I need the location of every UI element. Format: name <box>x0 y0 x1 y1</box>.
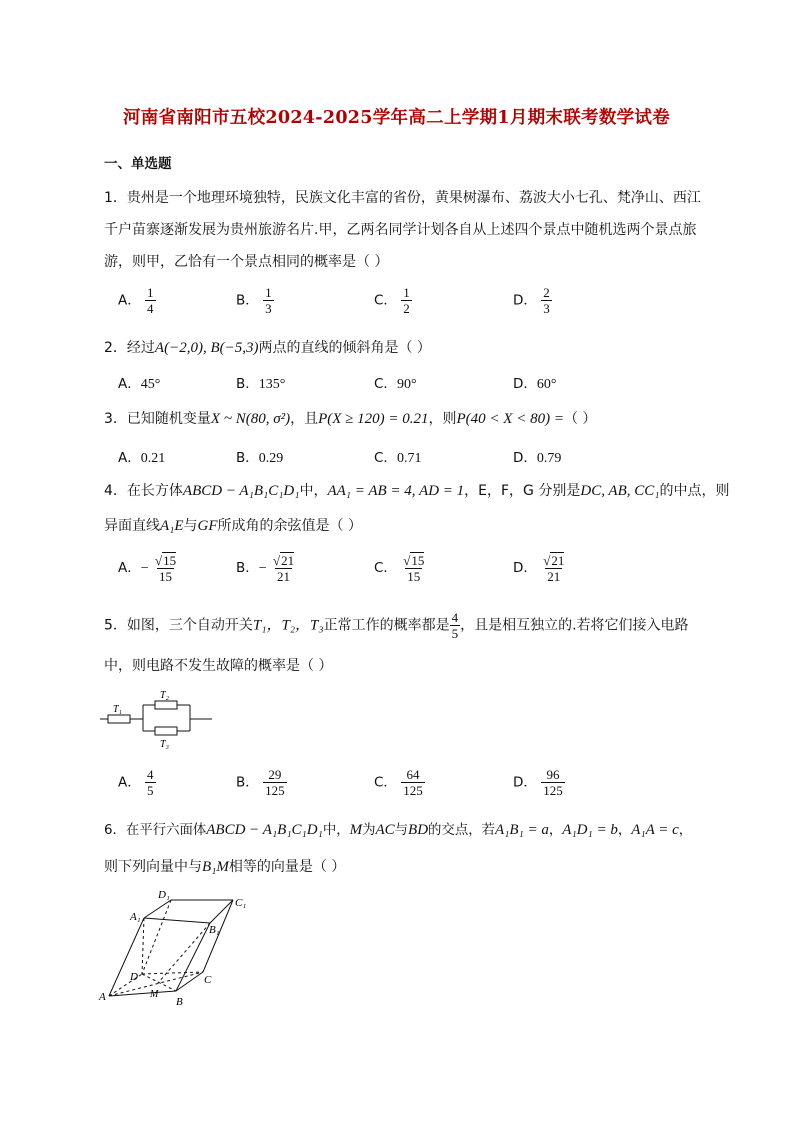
label-b: B <box>176 996 183 1008</box>
label-d1: D₁ <box>158 889 170 901</box>
denominator: 15 <box>407 569 421 584</box>
q3-option-d[interactable] <box>513 446 561 467</box>
q6-vector-c: A₁A = c <box>631 822 679 838</box>
denominator: 21 <box>277 569 291 584</box>
edge-c1-c <box>203 900 233 972</box>
q4-edges: DC, AB, CC₁ <box>580 483 660 499</box>
q2-stem <box>104 337 431 357</box>
q6-solid: ABCD − A₁B₁C₁D₁ <box>206 822 323 838</box>
fraction <box>145 285 156 316</box>
q6-sep: ， <box>548 823 563 838</box>
q5-option-d[interactable] <box>513 767 565 798</box>
numerator: 96 <box>546 767 560 782</box>
q2-option-a[interactable] <box>118 372 160 393</box>
edge-c1-b1 <box>210 900 233 923</box>
segment-a1-d <box>142 918 144 974</box>
q4-line-a: A₁E <box>160 518 184 534</box>
q6-ac: AC <box>375 822 395 838</box>
radicand: 15 <box>163 553 177 568</box>
switch-t2 <box>155 701 177 709</box>
q5-stem-line-2: 中，则电路不发生故障的概率是（ ） <box>104 658 333 674</box>
option-label: B． <box>236 450 259 466</box>
section-heading: 一、单选题 <box>104 156 172 172</box>
q6-sep2: ， <box>617 823 632 838</box>
q6-end: ， <box>678 823 693 838</box>
q4-prefix: 4．在长方体 <box>104 483 183 499</box>
label-c: C <box>204 974 212 986</box>
fraction <box>263 767 287 798</box>
option-label: B． <box>236 292 259 309</box>
q4-option-c[interactable] <box>374 552 426 584</box>
q4-line2-prefix: 异面直线 <box>104 518 160 534</box>
q6-target-vector: B₁M <box>202 859 229 875</box>
q4-solid: ABCD − A₁B₁C₁D₁ <box>182 483 300 499</box>
q1-option-b[interactable] <box>236 285 274 316</box>
q6-stem-line-1 <box>104 819 692 839</box>
fraction <box>401 767 425 798</box>
label-c1: C₁ <box>235 897 247 909</box>
numerator: 1 <box>265 285 272 300</box>
q5-mid: 正常工作的概率都是 <box>323 617 450 634</box>
numerator: √21 <box>272 553 295 568</box>
q3-query: P(40 < X < 80) = <box>456 411 564 427</box>
option-label: C． <box>374 774 397 791</box>
q3-distribution: X ~ N(80, σ²) <box>210 411 291 427</box>
option-label: D． <box>513 376 537 392</box>
q6-point-m: M <box>349 822 363 838</box>
radicand: 21 <box>281 553 295 568</box>
q3-prefix: 3．已知随机变量 <box>104 411 211 427</box>
sign: − <box>140 561 149 576</box>
edge-a1-d1 <box>144 900 171 918</box>
label-d: D <box>130 971 138 983</box>
edge-a1-b1 <box>144 918 210 923</box>
option-label: B． <box>236 560 259 576</box>
q6-mid3: 与 <box>394 823 409 838</box>
edge-d-c <box>142 972 203 974</box>
switch-t1 <box>108 715 130 723</box>
q4-option-b[interactable] <box>236 552 296 584</box>
label-a: A <box>99 991 106 1003</box>
denominator: 15 <box>159 569 173 584</box>
label-a1: A₁ <box>130 911 141 923</box>
edge-b-c <box>176 972 203 991</box>
denominator: 3 <box>543 301 550 316</box>
option-label: B． <box>236 376 259 392</box>
q4-stem-line-2 <box>104 515 362 535</box>
q6-prefix: 6．在平行六面体 <box>104 823 207 838</box>
q6-vector-a: A₁B₁ = a <box>495 822 549 838</box>
q6-mid: 中， <box>322 823 350 838</box>
option-label: D． <box>513 560 537 576</box>
q3-stem <box>104 408 596 428</box>
circuit-diagram <box>100 688 215 750</box>
q3-option-c[interactable] <box>374 446 421 467</box>
denominator: 21 <box>547 569 561 584</box>
fraction <box>541 552 566 584</box>
q3-condition: P(X ≥ 120) = 0.21 <box>318 411 429 427</box>
q1-line-1: 1．贵州是一个地理环境独特，民族文化丰富的省份，黄果树瀑布、荔波大小七孔、梵净山、西江 <box>104 190 701 206</box>
option-label: C． <box>374 560 397 576</box>
q5-suffix: ，且是相互独立的.若将它们接入电路 <box>460 617 689 634</box>
numerator: √21 <box>543 553 565 568</box>
label-m: M <box>150 989 159 1000</box>
numerator: 4 <box>451 610 459 625</box>
denominator: 4 <box>147 301 154 316</box>
q4-mid: 中， <box>299 483 328 499</box>
q2-option-c[interactable] <box>374 372 417 393</box>
q3-mid2: ，则 <box>428 411 457 427</box>
option-value: 0.21 <box>140 451 166 466</box>
q6-mid4: 的交点，若 <box>428 823 495 838</box>
q2-option-d[interactable] <box>513 372 557 393</box>
q6-vector-b: A₁D₁ = b <box>562 822 618 838</box>
fraction <box>263 285 274 316</box>
numerator: √15 <box>154 553 177 568</box>
label-t3: T₃ <box>160 739 170 750</box>
option-label: A． <box>118 560 141 576</box>
q4-option-d[interactable] <box>513 552 566 584</box>
option-value: 90° <box>396 377 417 392</box>
edge-a1-a <box>109 918 144 996</box>
denominator: 3 <box>265 301 272 316</box>
numerator: 2 <box>543 285 550 300</box>
fraction <box>401 552 426 584</box>
option-value: 0.79 <box>536 451 562 466</box>
q4-line2-mid: 与 <box>183 518 198 534</box>
q3-option-b[interactable] <box>236 446 283 467</box>
page-title: 河南省南阳市五校2024-2025学年高二上学期1月期末联考数学试卷 <box>122 108 671 128</box>
q2-points: A(−2,0), B(−5,3) <box>154 340 259 356</box>
option-value: 0.29 <box>258 451 284 466</box>
parallelepiped-figure <box>96 888 256 1010</box>
q6-mid2: 为 <box>362 823 376 838</box>
numerator: √15 <box>403 553 425 568</box>
q4-line-b: GF <box>197 518 218 534</box>
option-label: C． <box>374 450 397 466</box>
option-label: A． <box>118 376 141 392</box>
denominator: 125 <box>265 783 285 798</box>
numerator: 1 <box>403 285 410 300</box>
q1-line-2: 千户苗寨逐渐发展为贵州旅游名片.甲，乙两名同学计划各自从上述四个景点中随机选两个景点旅 <box>104 222 697 238</box>
q1-line-3: 游，则甲，乙恰有一个景点相同的概率是（ ） <box>104 254 389 270</box>
q6-line2-suffix: 相等的向量是（ ） <box>228 859 346 875</box>
option-label: A． <box>118 450 141 466</box>
label-t1: T₁ <box>113 704 123 715</box>
q4-suffix: 的中点，则 <box>659 483 730 499</box>
q2-prefix: 2．经过 <box>104 340 155 356</box>
option-label: B． <box>236 774 259 791</box>
q3-mid: ，且 <box>290 411 319 427</box>
fraction <box>271 552 296 584</box>
option-label: A． <box>118 292 141 309</box>
denominator: 5 <box>147 783 154 798</box>
option-label: D． <box>513 292 537 309</box>
q1-option-d[interactable] <box>513 285 552 316</box>
edge-a-b <box>109 991 176 996</box>
q4-mid2: ，E，F，G 分别是 <box>464 483 581 499</box>
fraction <box>145 767 156 798</box>
option-label: D． <box>513 450 537 466</box>
denominator: 125 <box>403 783 423 798</box>
option-label: C． <box>374 292 397 309</box>
q4-condition: AA₁ = AB = 4, AD = 1 <box>327 483 465 499</box>
option-value: 0.71 <box>396 451 422 466</box>
q1-option-c[interactable] <box>374 285 412 316</box>
option-label: D． <box>513 774 537 791</box>
q6-bd: BD <box>408 822 429 838</box>
numerator: 4 <box>147 767 154 782</box>
denominator: 125 <box>543 783 563 798</box>
numerator: 64 <box>406 767 420 782</box>
fraction <box>153 552 178 584</box>
q2-option-b[interactable] <box>236 372 285 393</box>
q5-option-c[interactable] <box>374 767 425 798</box>
q5-stem-line-1 <box>104 610 689 641</box>
q4-line2-suffix: 所成角的余弦值是（ ） <box>217 518 362 534</box>
q2-suffix: 两点的直线的倾斜角是（ ） <box>258 340 431 356</box>
fraction <box>401 285 412 316</box>
fraction <box>541 285 552 316</box>
q5-option-a[interactable] <box>118 767 156 798</box>
sign: − <box>258 561 267 576</box>
option-value: 45° <box>140 377 161 392</box>
switch-t3 <box>155 727 177 735</box>
label-t2: T₂ <box>160 690 170 701</box>
q4-stem-line-1 <box>104 480 729 500</box>
option-label: C． <box>374 376 397 392</box>
q5-prefix: 5．如图，三个自动开关 <box>104 617 253 634</box>
q4-option-a[interactable] <box>118 552 178 584</box>
option-value: 60° <box>536 377 557 392</box>
q5-probability <box>450 610 461 641</box>
radicand: 15 <box>411 553 425 568</box>
numerator: 1 <box>147 285 154 300</box>
q3-suffix: （ ） <box>563 411 597 427</box>
numerator: 29 <box>268 767 282 782</box>
q6-stem-line-2 <box>104 856 345 876</box>
q5-switches: T₁，T₂，T₃ <box>252 617 324 634</box>
label-b1: B₁ <box>209 924 220 936</box>
q6-line2-prefix: 则下列向量中与 <box>104 859 202 875</box>
denominator: 2 <box>403 301 410 316</box>
option-value: 135° <box>258 377 286 392</box>
fraction <box>541 767 565 798</box>
edge-d1-d <box>142 900 171 974</box>
denominator: 5 <box>451 626 459 641</box>
q1-option-a[interactable] <box>118 285 156 316</box>
q5-option-b[interactable] <box>236 767 287 798</box>
q3-option-a[interactable] <box>118 446 165 467</box>
option-label: A． <box>118 774 141 791</box>
radicand: 21 <box>551 553 565 568</box>
